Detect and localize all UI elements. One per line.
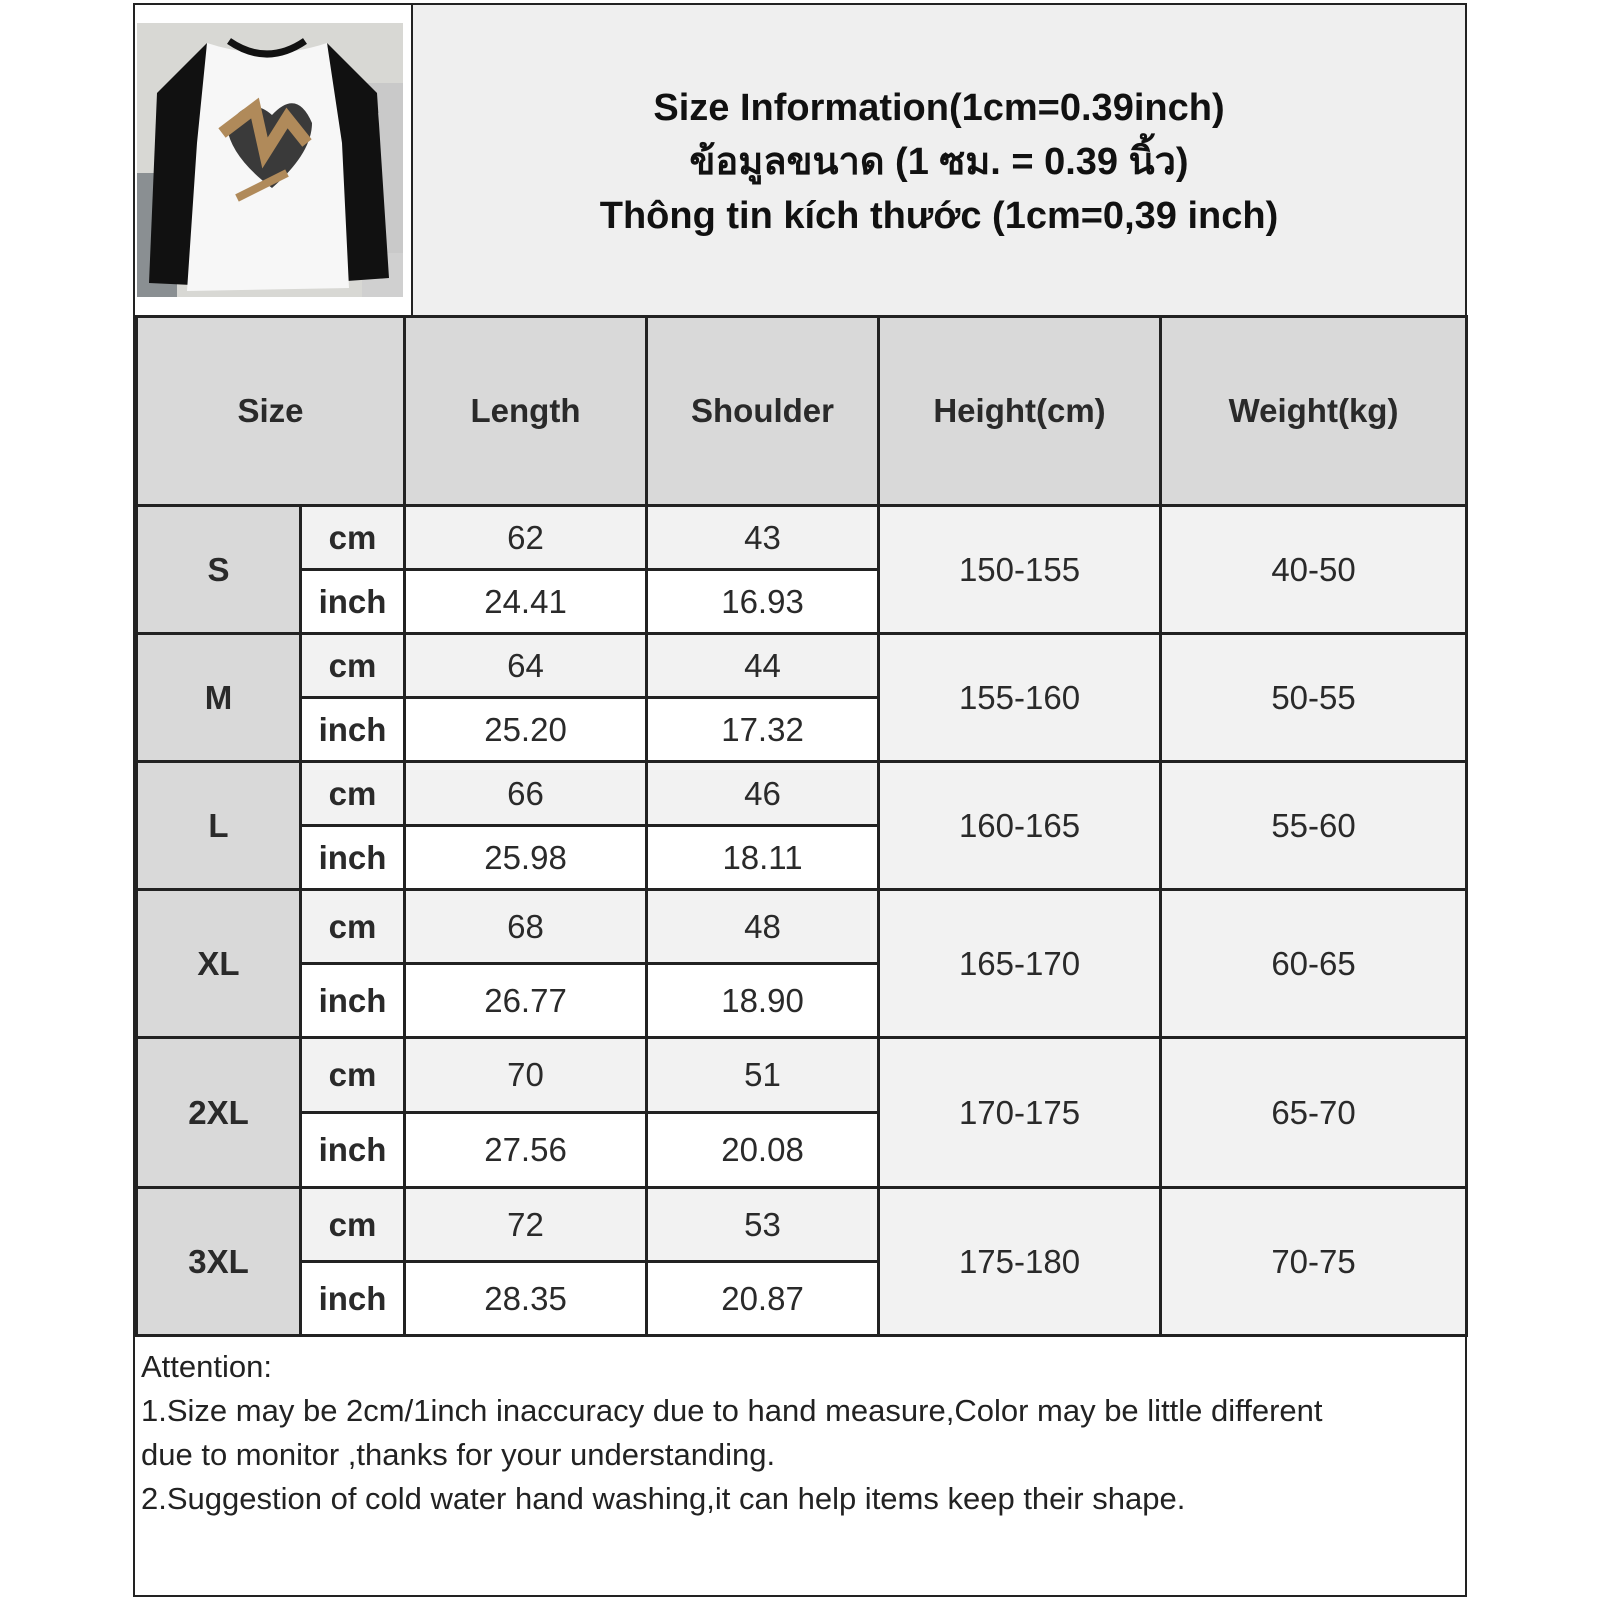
table-row (137, 890, 1467, 964)
length-inch: 25.98 (405, 826, 647, 890)
notes-heading: Attention: (141, 1349, 272, 1384)
unit-inch: inch (301, 826, 405, 890)
product-photo (137, 23, 403, 297)
shoulder-inch: 18.90 (647, 964, 879, 1038)
unit-cm: cm (301, 634, 405, 698)
size-label: 3XL (137, 1188, 301, 1336)
height-range: 170-175 (879, 1038, 1161, 1188)
length-inch: 28.35 (405, 1262, 647, 1336)
header-size: Size (137, 317, 405, 506)
title-thai: ข้อมูลขนาด (1 ซม. = 0.39 นิ้ว) (689, 141, 1189, 183)
shoulder-cm: 53 (647, 1188, 879, 1262)
height-range: 150-155 (879, 506, 1161, 634)
weight-range: 70-75 (1161, 1188, 1467, 1336)
shoulder-inch: 18.11 (647, 826, 879, 890)
length-cm: 68 (405, 890, 647, 964)
table-row (137, 762, 1467, 826)
header-height: Height(cm) (879, 317, 1161, 506)
shoulder-cm: 46 (647, 762, 879, 826)
shoulder-inch: 17.32 (647, 698, 879, 762)
length-cm: 62 (405, 506, 647, 570)
title-block (413, 5, 1465, 315)
header-weight: Weight(kg) (1161, 317, 1467, 506)
shoulder-cm: 44 (647, 634, 879, 698)
unit-inch: inch (301, 1262, 405, 1336)
note-1a: 1.Size may be 2cm/1inch inaccuracy due to hand measure,Color may be little different (141, 1393, 1323, 1428)
title-english: Size Information(1cm=0.39inch) (653, 87, 1225, 129)
length-inch: 26.77 (405, 964, 647, 1038)
unit-cm: cm (301, 1038, 405, 1113)
size-label: L (137, 762, 301, 890)
header-length: Length (405, 317, 647, 506)
length-cm: 64 (405, 634, 647, 698)
length-inch: 24.41 (405, 570, 647, 634)
unit-inch: inch (301, 698, 405, 762)
length-cm: 66 (405, 762, 647, 826)
unit-cm: cm (301, 762, 405, 826)
unit-inch: inch (301, 570, 405, 634)
shoulder-inch: 20.08 (647, 1113, 879, 1188)
height-range: 155-160 (879, 634, 1161, 762)
shoulder-inch: 20.87 (647, 1262, 879, 1336)
weight-range: 40-50 (1161, 506, 1467, 634)
weight-range: 65-70 (1161, 1038, 1467, 1188)
length-inch: 27.56 (405, 1113, 647, 1188)
size-label: 2XL (137, 1038, 301, 1188)
header-shoulder: Shoulder (647, 317, 879, 506)
title-vietnamese: Thông tin kích thước (1cm=0,39 inch) (599, 195, 1279, 237)
unit-cm: cm (301, 1188, 405, 1262)
unit-cm: cm (301, 890, 405, 964)
height-range: 175-180 (879, 1188, 1161, 1336)
weight-range: 60-65 (1161, 890, 1467, 1038)
length-cm: 70 (405, 1038, 647, 1113)
size-chart (133, 3, 1467, 1597)
shoulder-inch: 16.93 (647, 570, 879, 634)
unit-inch: inch (301, 1113, 405, 1188)
table-row (137, 634, 1467, 698)
size-label: XL (137, 890, 301, 1038)
note-2: 2.Suggestion of cold water hand washing,it can help items keep their shape. (141, 1481, 1186, 1516)
table-row (137, 506, 1467, 570)
tshirt-photo-icon (137, 23, 403, 297)
unit-inch: inch (301, 964, 405, 1038)
note-1b: due to monitor ,thanks for your understanding. (141, 1437, 776, 1472)
shoulder-cm: 43 (647, 506, 879, 570)
length-cm: 72 (405, 1188, 647, 1262)
table-row (137, 1188, 1467, 1262)
size-label: S (137, 506, 301, 634)
size-label: M (137, 634, 301, 762)
length-inch: 25.20 (405, 698, 647, 762)
weight-range: 55-60 (1161, 762, 1467, 890)
height-range: 160-165 (879, 762, 1161, 890)
height-range: 165-170 (879, 890, 1161, 1038)
weight-range: 50-55 (1161, 634, 1467, 762)
attention-notes (141, 1345, 1455, 1521)
shoulder-cm: 48 (647, 890, 879, 964)
size-table (135, 315, 1468, 1337)
table-header-row (137, 317, 1467, 506)
shoulder-cm: 51 (647, 1038, 879, 1113)
table-row (137, 1038, 1467, 1113)
unit-cm: cm (301, 506, 405, 570)
